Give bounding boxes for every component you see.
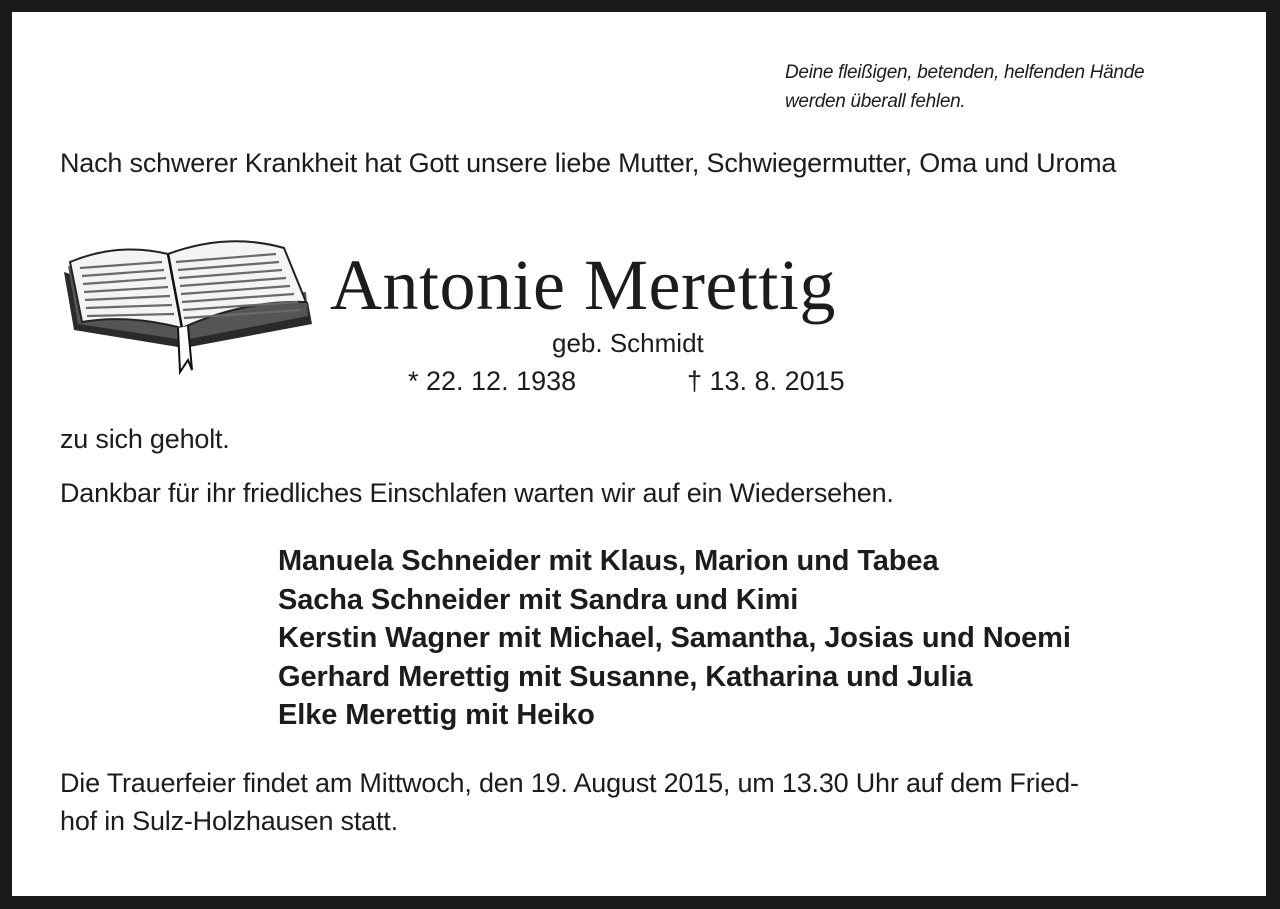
obituary-notice <box>12 12 1266 896</box>
funeral-info <box>60 764 1222 840</box>
family-member: Sacha Schneider mit Sandra und Kimi <box>278 583 799 616</box>
family-member: Kerstin Wagner mit Michael, Samantha, Josias und Noemi <box>278 622 1071 654</box>
family-member: Elke Merettig mit Heiko <box>278 699 595 731</box>
taken-home-text: zu sich geholt. <box>60 424 230 454</box>
thanks-text: Dankbar für ihr friedliches Einschlafen warten wir auf ein Wiedersehen. <box>60 478 894 508</box>
funeral-line-2: hof in Sulz-Holzhausen statt. <box>60 806 398 836</box>
funeral-line-1: Die Trauerfeier findet am Mittwoch, den 19. August 2015, um 13.30 Uhr auf dem Fried- <box>60 768 1079 798</box>
birth-date: * 22. 12. 1938 <box>408 366 577 396</box>
family-member: Manuela Schneider mit Klaus, Marion und Tabea <box>278 545 939 577</box>
birth-name: geb. Schmidt <box>552 328 704 358</box>
family-member: Gerhard Merettig mit Susanne, Katharina und Julia <box>278 660 973 693</box>
family-list <box>278 542 1071 735</box>
verse-line-1: Deine fleißigen, betenden, helfenden Hände <box>785 62 1145 83</box>
intro-text: Nach schwerer Krankheit hat Gott unsere liebe Mutter, Schwiegermutter, Oma und Uroma <box>60 148 1117 178</box>
deceased-name: Antonie Merettig <box>330 245 836 325</box>
death-date: † 13. 8. 2015 <box>687 366 845 396</box>
verse-quote <box>785 58 1144 116</box>
verse-line-2: werden überall fehlen. <box>785 91 966 112</box>
open-bible-icon <box>58 232 314 385</box>
